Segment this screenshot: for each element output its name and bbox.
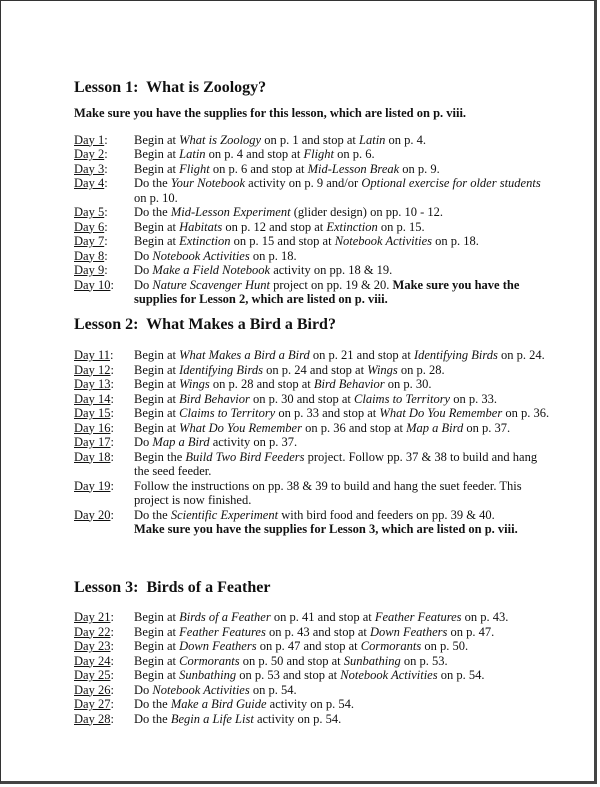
day-row <box>74 479 554 508</box>
day-description: Do the Your Notebook activity on p. 9 and/or Optional exercise for older students on p. 10. <box>134 176 541 205</box>
day-row <box>74 176 554 205</box>
day-label: Day 4: <box>74 176 108 190</box>
day-label: Day 8: <box>74 248 108 263</box>
day-description: Begin at Sunbathing on p. 53 and stop at Notebook Activities on p. 54. <box>134 668 485 682</box>
day-label: Day 24: <box>74 653 114 668</box>
day-description: Begin at Extinction on p. 15 and stop at Notebook Activities on p. 18. <box>134 234 479 248</box>
day-list <box>74 348 554 537</box>
day-list <box>74 610 554 726</box>
day-row <box>74 147 554 162</box>
day-row <box>74 377 554 392</box>
day-row <box>74 668 554 683</box>
day-label: Day 9: <box>74 263 108 277</box>
day-row <box>74 363 554 378</box>
day-row <box>74 162 554 177</box>
day-description: Begin at Feather Features on p. 43 and stop at Down Feathers on p. 47. <box>134 624 495 639</box>
day-description: Do the Begin a Life List activity on p. 54. <box>134 711 342 726</box>
day-label: Day 12: <box>74 362 114 377</box>
lesson-title: Lesson 3: Birds of a Feather <box>74 579 271 596</box>
day-label: Day 16: <box>74 420 114 435</box>
day-row <box>74 133 554 148</box>
lesson-2 <box>74 316 554 537</box>
day-label: Day 25: <box>74 668 114 682</box>
day-list <box>74 133 554 307</box>
day-description: Do Nature Scavenger Hunt project on pp. 19 & 20. Make sure you have the supplies for Lesson 2, which are listed on p. viii. <box>134 277 520 306</box>
day-description: Do Make a Field Notebook activity on pp. 18 & 19. <box>134 263 393 277</box>
supplies-note: Make sure you have the supplies for this lesson, which are listed on p. viii. <box>74 106 467 120</box>
day-label: Day 21: <box>74 610 114 624</box>
day-row <box>74 348 554 363</box>
day-label: Day 23: <box>74 639 114 653</box>
day-label: Day 28: <box>74 711 114 726</box>
day-description: Begin at What Makes a Bird a Bird on p. 21 and stop at Identifying Birds on p. 24. <box>134 348 545 362</box>
day-row <box>74 263 554 278</box>
lesson-title: Lesson 2: What Makes a Bird a Bird? <box>74 316 336 333</box>
day-row <box>74 654 554 669</box>
day-label: Day 27: <box>74 697 114 711</box>
day-row <box>74 639 554 654</box>
day-label: Day 18: <box>74 449 114 464</box>
day-description: Begin at Birds of a Feather on p. 41 and stop at Feather Features on p. 43. <box>134 610 509 624</box>
day-description: Begin at What is Zoology on p. 1 and stop at Latin on p. 4. <box>134 132 427 147</box>
day-row <box>74 278 554 307</box>
day-row <box>74 712 554 727</box>
day-row <box>74 249 554 264</box>
day-description: Begin at Cormorants on p. 50 and stop at Sunbathing on p. 53. <box>134 653 448 668</box>
day-row <box>74 610 554 625</box>
day-label: Day 17: <box>74 435 114 449</box>
day-description: Begin at Bird Behavior on p. 30 and stop at Claims to Territory on p. 33. <box>134 391 497 406</box>
day-label: Day 10: <box>74 277 114 292</box>
day-description: Begin at Claims to Territory on p. 33 and stop at What Do You Remember on p. 36. <box>134 406 550 420</box>
day-row <box>74 683 554 698</box>
day-row <box>74 697 554 712</box>
day-row <box>74 220 554 235</box>
day-label: Day 7: <box>74 234 108 248</box>
day-label: Day 26: <box>74 682 114 697</box>
lesson-3 <box>74 579 554 726</box>
day-label: Day 5: <box>74 205 108 219</box>
day-label: Day 11: <box>74 348 114 362</box>
day-label: Day 3: <box>74 161 108 176</box>
lesson-title: Lesson 1: What is Zoology? <box>74 79 267 96</box>
day-description: Do Notebook Activities on p. 54. <box>134 682 297 697</box>
day-description: Begin at Down Feathers on p. 47 and stop at Cormorants on p. 50. <box>134 639 469 653</box>
day-row <box>74 392 554 407</box>
day-label: Day 2: <box>74 147 108 161</box>
day-row <box>74 205 554 220</box>
day-label: Day 19: <box>74 478 114 493</box>
day-description: Begin at What Do You Remember on p. 36 and stop at Map a Bird on p. 37. <box>134 420 511 435</box>
day-description: Do Map a Bird activity on p. 37. <box>134 435 298 449</box>
day-label: Day 20: <box>74 507 114 522</box>
day-description: Begin the Build Two Bird Feeders project. Follow pp. 37 & 38 to build and hang the seed feeder. <box>134 449 538 478</box>
day-label: Day 15: <box>74 406 114 420</box>
day-description: Begin at Wings on p. 28 and stop at Bird Behavior on p. 30. <box>134 377 432 391</box>
day-description: Begin at Identifying Birds on p. 24 and stop at Wings on p. 28. <box>134 362 445 377</box>
day-row <box>74 421 554 436</box>
day-row <box>74 450 554 479</box>
day-label: Day 22: <box>74 624 114 639</box>
day-row <box>74 406 554 421</box>
day-label: Day 6: <box>74 219 108 234</box>
day-description: Begin at Latin on p. 4 and stop at Flight on p. 6. <box>134 147 375 161</box>
day-label: Day 13: <box>74 377 114 391</box>
day-label: Day 14: <box>74 391 114 406</box>
day-row <box>74 234 554 249</box>
day-description: Do the Mid-Lesson Experiment (glider design) on pp. 10 - 12. <box>134 205 443 219</box>
day-description: Begin at Flight on p. 6 and stop at Mid-Lesson Break on p. 9. <box>134 161 440 176</box>
day-description: Do Notebook Activities on p. 18. <box>134 248 297 263</box>
day-description: Begin at Habitats on p. 12 and stop at Extinction on p. 15. <box>134 219 425 234</box>
day-description: Do the Scientific Experiment with bird food and feeders on pp. 39 & 40. Make sure you have the supplies for Lesson 3, which are listed on p. viii. <box>134 507 518 536</box>
day-row <box>74 435 554 450</box>
day-row <box>74 508 554 537</box>
day-label: Day 1: <box>74 132 108 147</box>
day-row <box>74 625 554 640</box>
day-description: Follow the instructions on pp. 38 & 39 to build and hang the suet feeder. This project is now finished. <box>134 478 522 507</box>
day-description: Do the Make a Bird Guide activity on p. 54. <box>134 697 355 711</box>
lesson-1 <box>74 79 554 307</box>
